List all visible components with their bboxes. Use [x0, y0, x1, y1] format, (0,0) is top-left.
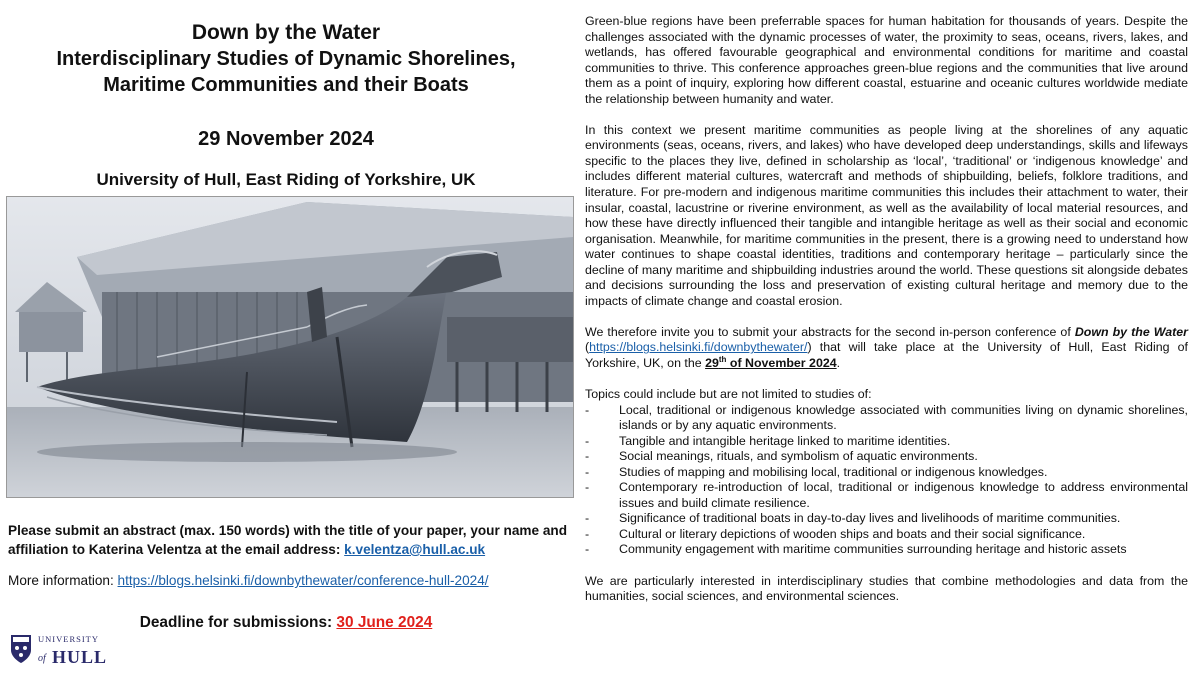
invitation-text-c: ) that will take place at the University of Hull, East Riding of Yorkshire, UK, on the: [585, 340, 1188, 370]
topic-text: Cultural or literary depictions of wooden ships and boats and their social significance.: [619, 526, 1086, 541]
conference-subtitle-line2: Maritime Communities and their Boats: [103, 74, 469, 96]
topic-item: [585, 449, 1188, 465]
conference-title: Down by the Water: [191, 21, 381, 44]
topic-text: Studies of mapping and mobilising local, traditional or indigenous knowledges.: [619, 464, 1048, 479]
invitation-conference-title: Down by the Water: [1074, 324, 1188, 339]
conference-page-link[interactable]: https://blogs.helsinki.fi/downbythewater/conference-hull-2024/: [117, 573, 489, 588]
intro-paragraph: Green-blue regions have been preferrable spaces for human habitation for thousands of years. Despite the challenges associated with the dynamic processes of water, the proximity to seas, oceans, rivers, lakes, and wetlands, has offered favourable geographical and environmental conditions for maritime and coastal communities to thrive. This conference approaches green-blue regions and the communities that live around them as a point of inquiry, exploring how different coastal, estuarine and oceanic cultures worldwide mediate the relationship between humanity and water.: [585, 14, 1188, 106]
deadline: [0, 614, 572, 632]
topic-item: [585, 542, 1188, 558]
invitation-paragraph: [585, 325, 1188, 372]
topic-item: [585, 527, 1188, 543]
call-for-papers-text: [585, 14, 1188, 620]
topic-item: [585, 465, 1188, 481]
topic-text: Significance of traditional boats in day-to-day lives and livelihoods of maritime communities.: [619, 511, 1121, 526]
closing-paragraph: We are particularly interested in interdisciplinary studies that combine methodologies and data from the humanities, social sciences, and environmental sciences.: [585, 573, 1188, 604]
topic-bullet: -: [585, 480, 590, 495]
topic-bullet: -: [585, 449, 590, 464]
submission-instructions: [8, 521, 568, 559]
logo-university: UNIVERSITY: [38, 634, 99, 644]
title-block: [0, 20, 572, 191]
logo-hull: HULL: [52, 647, 108, 667]
invitation-text-end: .: [836, 355, 841, 370]
topic-text: Social meanings, rituals, and symbolism of aquatic environments.: [619, 449, 978, 464]
conference-subtitle-line1: Interdisciplinary Studies of Dynamic Shorelines,: [56, 48, 516, 70]
logo-wordmark: [38, 634, 108, 667]
invitation-date: [705, 356, 837, 370]
topic-bullet: -: [585, 542, 590, 557]
topic-bullet: -: [585, 526, 590, 541]
university-crest-icon: [10, 634, 32, 664]
invitation-text-a: We therefore invite you to submit your abstracts for the second in-person conference of: [585, 324, 1075, 339]
boat-photograph: [6, 196, 574, 498]
topic-bullet: -: [585, 511, 590, 526]
logo-of: of: [38, 653, 46, 664]
topic-bullet: -: [585, 464, 590, 479]
topic-item: [585, 511, 1188, 527]
submission-text: Please submit an abstract (max. 150 words) with the title of your paper, your name and affiliation to Katerina Velentza at the email address:: [8, 523, 568, 557]
deadline-label: Deadline for submissions:: [139, 614, 337, 631]
deadline-date: 30 June 2024: [336, 614, 433, 631]
email-link[interactable]: k.velentza@hull.ac.uk: [344, 542, 486, 557]
context-paragraph: In this context we present maritime communities as people living at the shorelines of any aquatic environments (seas, oceans, rivers, and lakes) who have developed deep understandings, skills and lifeways specific to the places they live, defined in scholarship as ‘local’, ‘traditional’ or ‘indigenous knowledge’ and includes different material cultures, watercraft and methods of shipbuilding, beliefs, folklore traditions, and literature. For pre-modern and indigenous maritime communities this includes their attachment to water, their insular, coastal, lacustrine or riverine environment, as well as the availability of local material resources, and how these have directly influenced their tangible and intangible heritage as well as their social and economic organisation. Meanwhile, for maritime communities in the present, there is a growing need to understand how water continues to shape coastal identities, traditions and contemporary heritage – particularly since the decline of many maritime and shipbuilding industries around the world. These questions sit alongside debates and decisions surrounding the loss and preservation of existing cultural heritage and memory due to the impacts of climate change and coastal erosion.: [585, 122, 1188, 308]
topics-intro: Topics could include but are not limited to studies of:: [585, 386, 872, 401]
more-information: [8, 573, 568, 588]
blog-link[interactable]: https://blogs.helsinki.fi/downbythewater/: [589, 340, 808, 355]
topics-list: [585, 403, 1188, 558]
topic-text: Community engagement with maritime communities surrounding heritage and historic assets: [619, 542, 1127, 557]
conference-venue: University of Hull, East Riding of Yorkshire, UK: [96, 170, 476, 189]
left-panel: [0, 0, 572, 675]
invitation-text-b: (: [585, 340, 590, 355]
topic-item: [585, 480, 1188, 511]
boat-photograph-drawing: [7, 197, 573, 497]
conference-date: 29 November 2024: [198, 128, 374, 150]
invitation-date-month: of November 2024: [726, 355, 837, 370]
more-information-label: More information:: [8, 573, 118, 588]
topic-item: [585, 434, 1188, 450]
topic-item: [585, 403, 1188, 434]
topic-text: Contemporary re-introduction of local, traditional or indigenous knowledge to address environmental issues and build climate resilience.: [619, 480, 1188, 510]
university-of-hull-logo: [8, 632, 108, 672]
topic-bullet: -: [585, 402, 590, 417]
topic-bullet: -: [585, 433, 590, 448]
topic-text: Local, traditional or indigenous knowledge associated with communities living on dynamic shorelines, islands or by any aquatic environments.: [619, 402, 1188, 433]
topic-text: Tangible and intangible heritage linked to maritime identities.: [619, 433, 951, 448]
invitation-date-day: 29: [705, 355, 719, 370]
invitation-date-suffix: th: [718, 354, 727, 364]
